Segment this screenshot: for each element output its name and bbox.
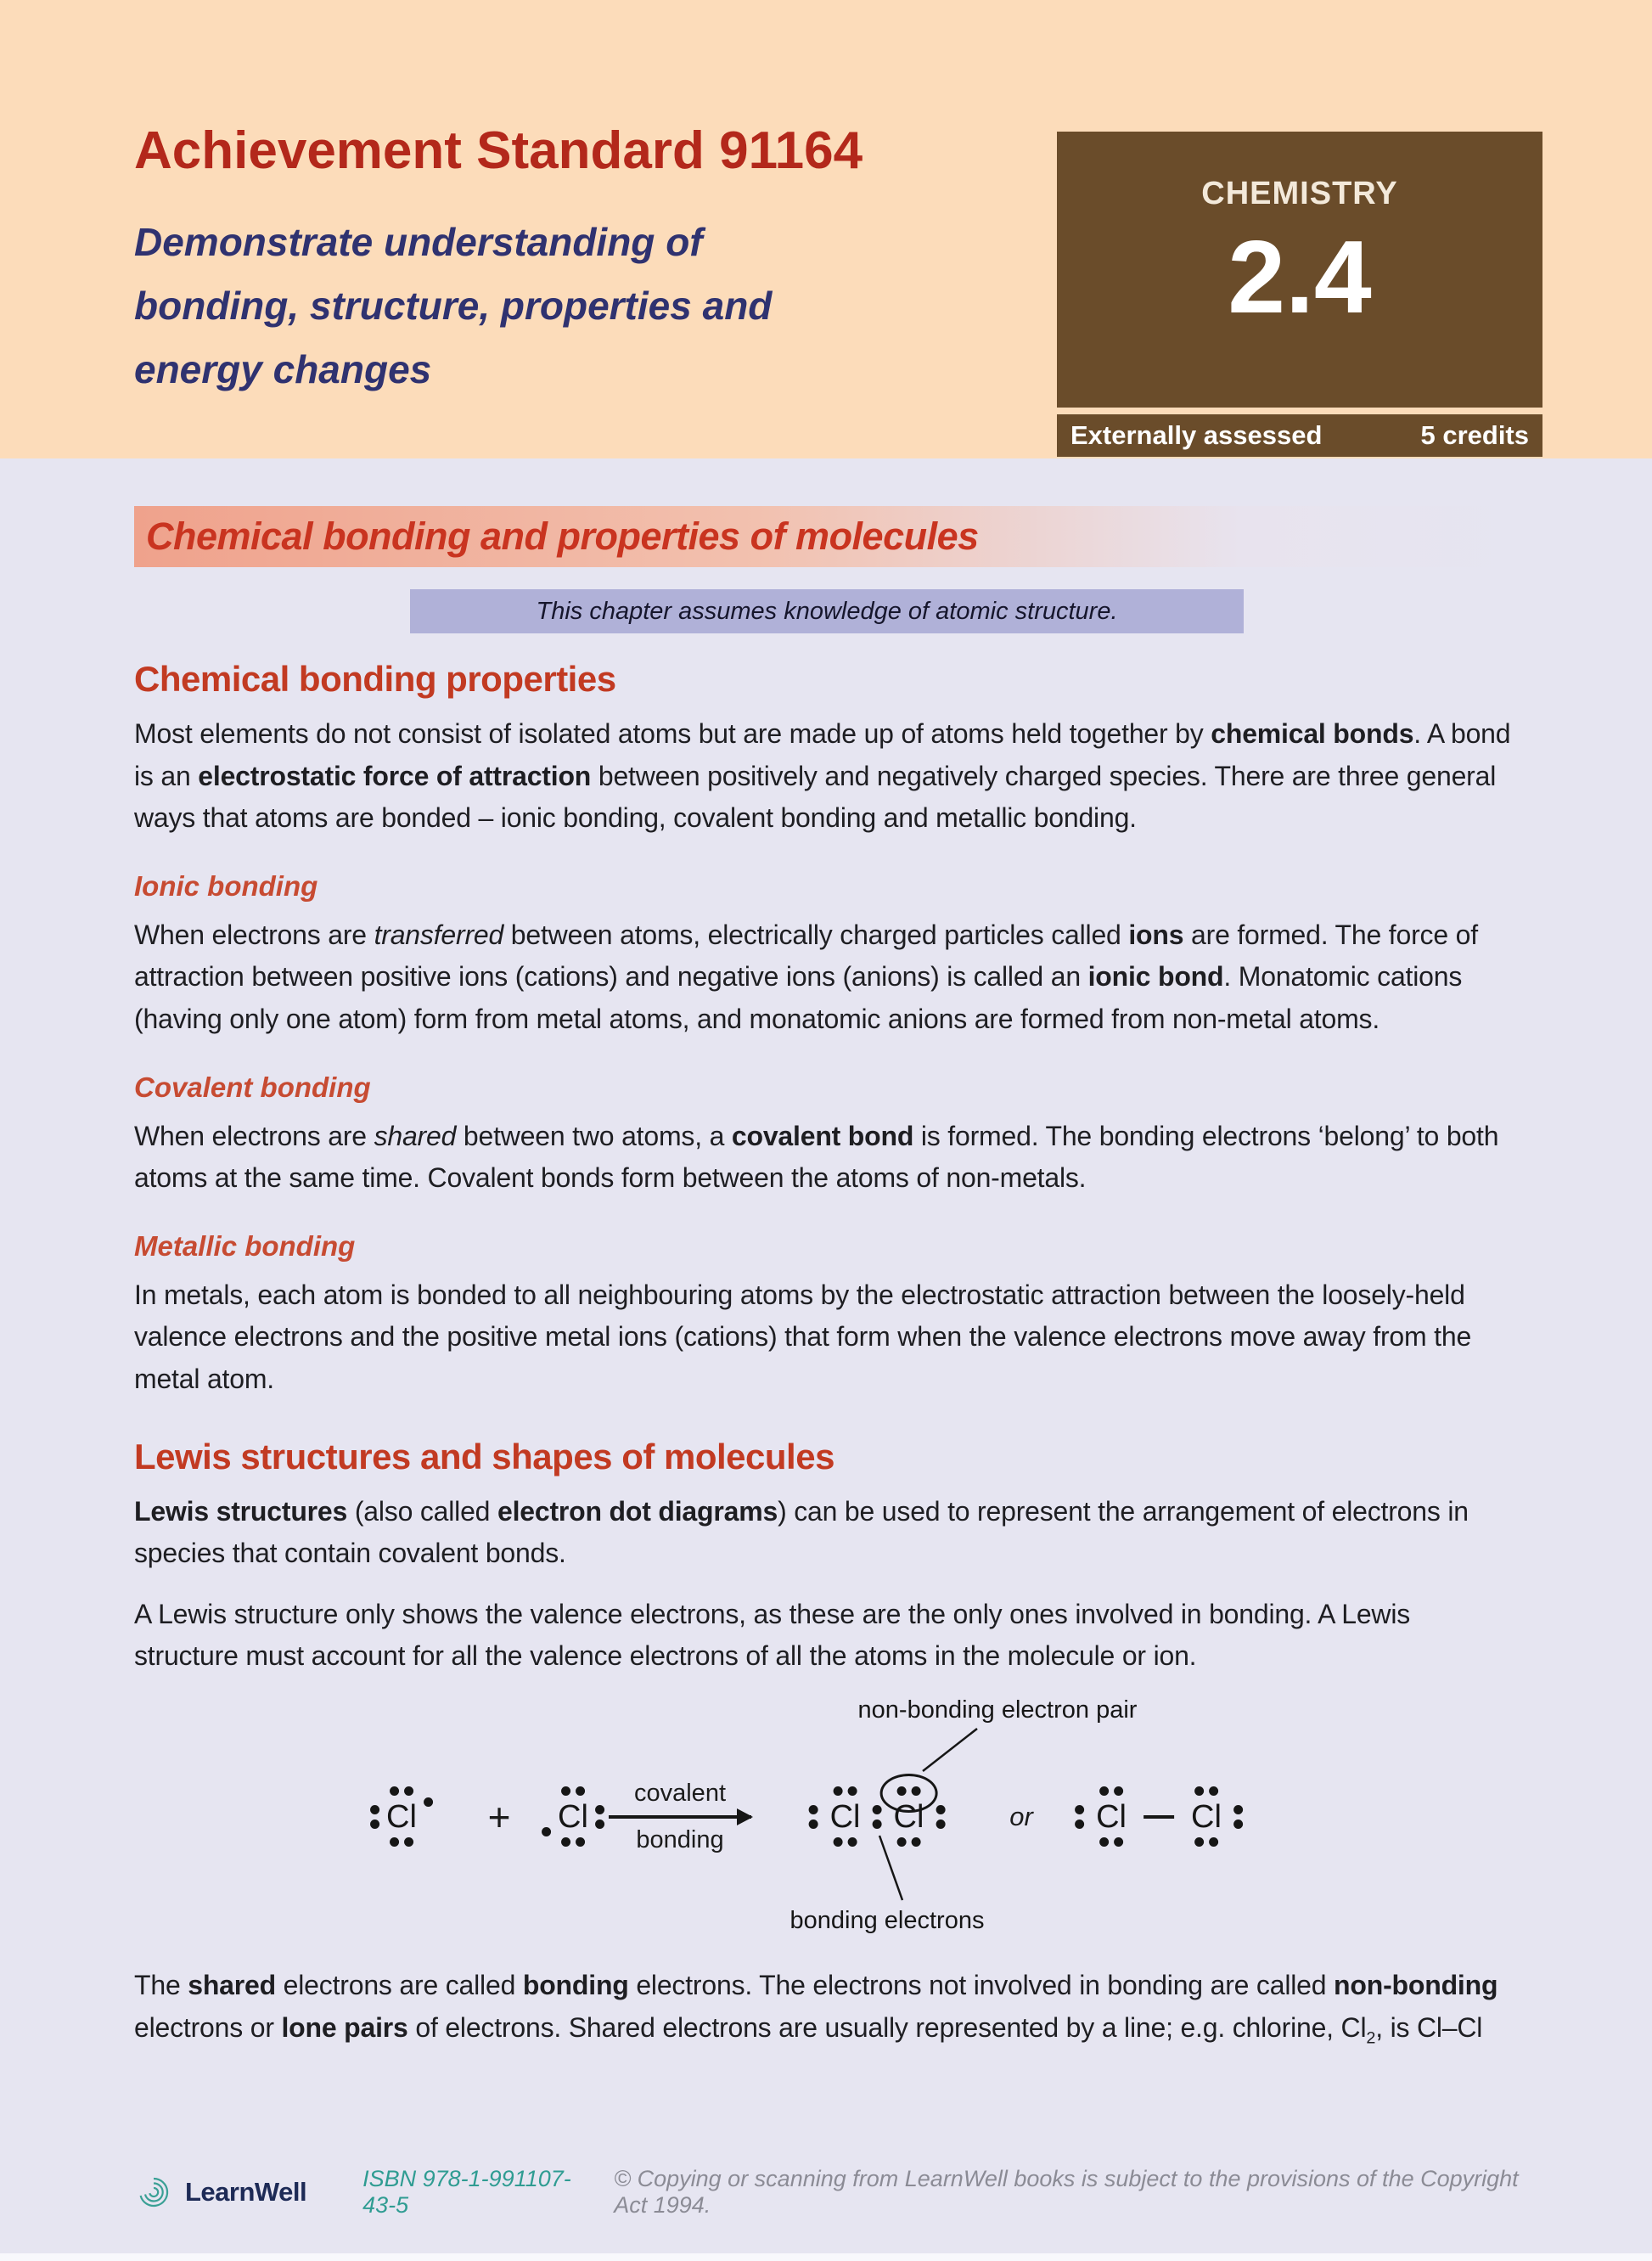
page-body — [0, 506, 1652, 2051]
lewis-atom-cl-2 — [537, 1786, 609, 1848]
copyright-notice: © Copying or scanning from LearnWell books is subject to the provisions of the Copyright Act 1994. — [614, 2166, 1519, 2218]
atom-symbol: Cl — [893, 1798, 924, 1835]
electron-pair — [370, 1805, 379, 1829]
plus-sign: + — [487, 1794, 511, 1839]
standard-description-line2: bonding, structure, properties and — [134, 283, 773, 328]
paragraph-metallic: In metals, each atom is bonded to all neighbouring atoms by the electrostatic attraction between the loosely-held valence electrons and the positive metal ions (cations) that form when the valence electrons move away from the metal atom. — [134, 1279, 1472, 1394]
paragraph-covalent: When electrons are shared between two atoms, a covalent bond is formed. The bonding electrons ‘belong’ to both atoms at the same time. Covalent bonds form between the atoms of non-metals. — [134, 1120, 1499, 1194]
credits-badge: 5 credits — [1420, 420, 1529, 450]
paragraph-shared-electrons: The shared electrons are called bonding electrons. The electrons not involved in bonding are called non-bonding electrons or lone pairs of electrons. Shared electrons are usually represented by a line; e.g. chlorine, $Cl_2$, is Cl–Cl — [134, 1969, 1498, 2047]
subject-box — [1057, 132, 1542, 457]
brand-name: LearnWell — [185, 2177, 307, 2207]
subject-panel — [1057, 132, 1542, 408]
single-bond-line — [1143, 1815, 1174, 1819]
unpaired-electron — [424, 1797, 433, 1807]
prerequisite-note-text: This chapter assumes knowledge of atomic structure. — [536, 597, 1118, 625]
subheading-ionic-bonding: Ionic bonding — [134, 869, 318, 902]
standard-description-line1: Demonstrate understanding of — [134, 220, 703, 264]
atom-symbol: Cl — [1191, 1798, 1222, 1835]
electron-pair — [834, 1837, 857, 1847]
chapter-banner — [134, 506, 1518, 567]
standard-code: 2.4 — [1228, 219, 1372, 335]
label-nonbonding-pair: non-bonding electron pair — [857, 1696, 1138, 1724]
paragraph-bonding-intro: Most elements do not consist of isolated atoms but are made up of atoms held together by chemical bonds. A bond is an electrostatic force of attraction between positively and negatively charged species. There are three general ways that atoms are bonded – ionic bonding, covalent bonding and metallic bonding. — [134, 718, 1511, 834]
paragraph-lewis-1: Lewis structures (also called electron dot diagrams) can be used to represent the arrangement of electrons in species that contain covalent bonds. — [134, 1495, 1469, 1569]
assessment-bar — [1057, 414, 1542, 457]
atom-symbol: Cl — [829, 1798, 861, 1835]
reaction-arrow-block — [609, 1780, 751, 1854]
nonbonding-pair-circle — [879, 1774, 937, 1813]
prerequisite-note — [410, 589, 1244, 633]
subject-name: CHEMISTRY — [1201, 176, 1398, 211]
lewis-structure-diagram — [342, 1690, 1310, 1961]
electron-pair — [390, 1837, 413, 1847]
learnwell-swirl-logo-icon — [134, 2173, 173, 2212]
electron-pair — [834, 1786, 857, 1796]
electron-pair — [561, 1786, 585, 1796]
unpaired-electron — [542, 1827, 551, 1836]
assessment-type: Externally assessed — [1070, 420, 1323, 450]
electron-pair — [936, 1805, 945, 1829]
electron-pair — [1099, 1786, 1123, 1796]
standard-description — [134, 211, 983, 402]
bonded-atom-cl-2 — [889, 1786, 930, 1848]
electron-pair — [390, 1786, 413, 1796]
electron-pair — [809, 1805, 818, 1829]
bonding-electron-pair — [873, 1805, 882, 1829]
label-bonding-electrons: bonding electrons — [789, 1906, 985, 1934]
or-label: or — [1009, 1801, 1033, 1831]
lewis-atom-cl-1 — [366, 1786, 437, 1848]
electron-pair — [561, 1837, 585, 1847]
bonded-atom-cl-1 — [825, 1786, 866, 1848]
electron-pair — [896, 1837, 920, 1847]
chapter-title: Chemical bonding and properties of molecules — [146, 515, 979, 558]
isbn-text: ISBN 978-1-991107-43-5 — [362, 2166, 571, 2218]
page-header — [0, 0, 1652, 458]
page-footer — [134, 2166, 1535, 2219]
electron-pair — [1194, 1837, 1218, 1847]
electron-pair — [1233, 1805, 1243, 1829]
subheading-metallic-bonding: Metallic bonding — [134, 1229, 356, 1262]
electron-pair — [1194, 1786, 1218, 1796]
atom-symbol: Cl — [558, 1798, 588, 1835]
electron-pair — [1075, 1805, 1084, 1829]
atom-symbol: Cl — [386, 1798, 417, 1835]
bonded-atom-cl-3 — [1091, 1786, 1132, 1848]
paragraph-ionic: When electrons are transferred between atoms, electrically charged particles called ions are formed. The force of attraction between positive ions (cations) and negative ions (anions) is called an ionic bond. Monatomic cations (having only one atom) form from metal atoms, and monatomic anions are formed from non-metal atoms. — [134, 919, 1478, 1034]
page-title: Achievement Standard 91164 — [134, 121, 863, 180]
section-heading-chemical-bonding: Chemical bonding properties — [134, 659, 616, 699]
standard-description-line3: energy changes — [134, 346, 432, 391]
arrow-label-top: covalent — [633, 1779, 726, 1807]
electron-pair — [595, 1805, 604, 1829]
section-heading-lewis-structures: Lewis structures and shapes of molecules — [134, 1436, 834, 1476]
arrow-label-bottom: bonding — [636, 1825, 724, 1853]
lewis-molecule-dots — [809, 1786, 946, 1848]
lewis-molecule-line — [1075, 1786, 1243, 1848]
subheading-covalent-bonding: Covalent bonding — [134, 1071, 371, 1103]
atom-symbol: Cl — [1096, 1798, 1127, 1835]
right-arrow-icon — [609, 1815, 751, 1819]
paragraph-lewis-2: A Lewis structure only shows the valence electrons, as these are the only ones involved in bonding. A Lewis structure must account for all the valence electrons of all the atoms in the molecule or ion. — [134, 1598, 1411, 1672]
bonded-atom-cl-4 — [1186, 1786, 1227, 1848]
page-edge-strip — [0, 2253, 1652, 2261]
electron-pair — [1099, 1837, 1123, 1847]
